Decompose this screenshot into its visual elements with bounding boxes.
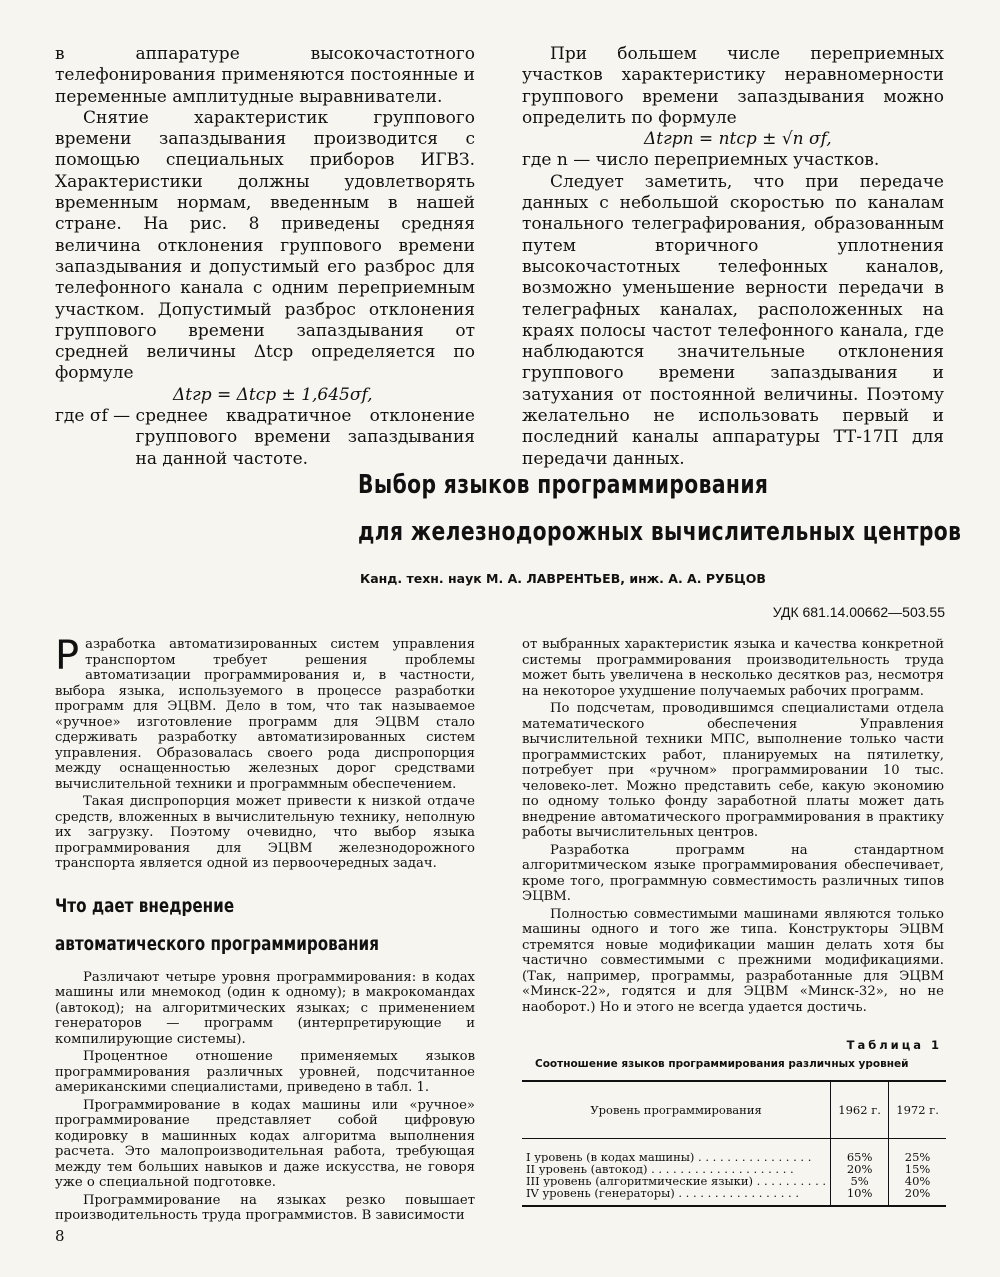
table-cell-1962: 65%: [831, 1139, 889, 1164]
paragraph: Программирование в кодах машины или «ручное» программирование представляет собой цифровую кодировку в машинных кодах алгоритма выполнения расчета. Это малопроизводительная работа, требующая между тем больших навыков и даже искусства, не говоря уже о специальной подготовке.: [55, 1097, 475, 1190]
top-left-column: [55, 44, 475, 470]
table-cell-level: II уровень (автокод) . . . . . . . . . . . . . . . . . . . .: [526, 1163, 794, 1175]
article-title-line-1: Выбор языков программирования: [358, 470, 769, 500]
table-row: [522, 1163, 946, 1175]
formula-explanation-text: среднее квадратичное отклонение группового времени запаздывания на данной частоте.: [135, 406, 475, 469]
table-row: [522, 1139, 946, 1164]
paragraph: Процентное отношение применяемых языков программирования различных уровней, подсчитанное американскими специалистами, приведено в табл. 1.: [55, 1049, 475, 1095]
bottom-right-column: [522, 637, 944, 1015]
section-heading-line-2: автоматического программирования: [55, 932, 379, 955]
paragraph: от выбранных характеристик языка и качества конкретной системы программирования производительность труда может быть увеличена в несколько десятков раз, несмотря на некоторое ухудшение получаемых рабочих программ.: [522, 637, 944, 699]
table-header-cell: 1962 г.: [831, 1081, 889, 1139]
table-cell-level: I уровень (в кодах машины) . . . . . . . . . . . . . . . .: [526, 1150, 812, 1163]
table-header-cell: Уровень программирования: [522, 1081, 831, 1139]
paragraph: Такая диспропорция может привести к низкой отдаче средств, вложенных в вычислительную технику, неполную их загрузку. Поэтому очевидно, что выбор языка программирования для ЭЦВМ железнодорожного транспорта является одной из первоочередных задач.: [55, 794, 475, 871]
formula-explanation-lead: где σf —: [55, 406, 136, 427]
top-right-column: [522, 44, 944, 470]
article-title-line-2: для железнодорожных вычислительных центров: [358, 517, 962, 547]
paragraph: в аппаратуре высокочастотного телефонирования применяются постоянные и переменные амплитудные выравниватели.: [55, 44, 475, 107]
formula-group-delay: Δtгр = Δtср ± 1,645σf,: [173, 384, 373, 405]
paragraph-intro: [55, 633, 475, 792]
section-heading-line-1: Что дает внедрение: [55, 894, 235, 917]
udc-code: УДК 681.14.00662—503.55: [772, 604, 945, 620]
formula-explanation: [55, 406, 475, 470]
table-header-cell: 1972 г.: [889, 1081, 946, 1139]
formula-explanation: где n — число переприемных участков.: [522, 150, 880, 171]
article-authors: Канд. техн. наук М. А. ЛАВРЕНТЬЕВ, инж. А. А. РУБЦОВ: [360, 571, 766, 586]
paragraph: По подсчетам, проводившимся специалистами отдела математического обеспечения Управления вычислительной техники МПС, выполнение только части программистских работ, планируемых на пятилетку, потребует при «ручном» программировании 10 тыс. человеко-лет. Можно представить себе, какую экономию по одному только фонду заработной платы может дать внедрение автоматического программирования в практику работы вычислительных центров.: [522, 701, 944, 840]
table-cell-1962: 10%: [831, 1187, 889, 1206]
programming-levels-table: [522, 1080, 946, 1207]
paragraph: При большем числе переприемных участков характеристику неравномерности группового времени запаздывания можно определить по формуле: [522, 44, 944, 128]
drop-cap: Р: [55, 633, 80, 679]
table-cell-1972: 20%: [889, 1187, 946, 1206]
table-header-row: [522, 1081, 946, 1139]
table-caption: Соотношение языков программирования различных уровней: [535, 1058, 909, 1070]
bottom-left-column: [55, 633, 475, 1224]
table-cell-level: IV уровень (генераторы) . . . . . . . . . . . . . . . . .: [522, 1187, 831, 1206]
paragraph: Следует заметить, что при передаче данных с небольшой скоростью по каналам тонального телеграфирования, образованным путем вторичного уплотнения высокочастотных телефонных каналов, возможно уменьшение верности передачи в телеграфных каналах, расположенных на краях полосы частот телефонного канала, где наблюдаются значительные отклонения группового времени запаздывания и затухания от постоянной величины. Поэтому желательно не использовать первый и последний каналы аппаратуры ТТ-17П для передачи данных.: [522, 171, 944, 469]
formula-multi-section: Δtгрn = ntср ± √n σf,: [644, 129, 832, 150]
paragraph: Полностью совместимыми машинами являются только машины одного и того же типа. Конструкторы ЭЦВМ стремятся новые модификации машин делать хотя бы частично совместимыми с прежними модификациями. (Так, например, программы, разработанные для ЭЦВМ «Минск-22», годятся и для ЭЦВМ «Минск-32», но не наоборот.) Но и этого не всегда удается достичь.: [522, 906, 944, 1015]
page-number: 8: [55, 1227, 65, 1245]
paragraph: Снятие характеристик группового времени запаздывания производится с помощью специальных приборов ИГВЗ. Характеристики должны удовлетворять временным нормам, введенным в нашей стране. На рис. 8 приведены средняя величина отклонения группового времени запаздывания и допустимый его разброс для телефонного канала с одним переприемным участком. Допустимый разброс отклонения группового времени запаздывания от средней величины Δtср определяется по формуле: [55, 107, 475, 384]
paragraph: Разработка программ на стандартном алгоритмическом языке программирования обеспечивает, кроме того, программную совместимость различных типов ЭЦВМ.: [522, 842, 944, 904]
table-cell-1972: 40%: [889, 1175, 946, 1187]
intro-text: азработка автоматизированных систем управления транспортом требует решения проблемы автоматизации программирования и, в частности, выбора языка, используемого в процессе разработки программ для ЭЦВМ. Дело в том, что так называемое «ручное» изготовление программ для ЭЦВМ стало сдерживать разработку автоматизированных систем управления. Образовалась своего рода диспропорция между оснащенностью железных дорог средствами вычислительной техники и программным обеспечением.: [55, 637, 475, 792]
paragraph: Программирование на языках резко повышает производительность труда программистов. В зависимости: [55, 1192, 475, 1223]
table-cell-1972: 15%: [889, 1163, 946, 1175]
table-label: Таблица 1: [846, 1038, 942, 1052]
table-cell-1962: 20%: [831, 1163, 889, 1175]
table-cell-1962: 5%: [831, 1175, 889, 1187]
table-cell-1972: 25%: [889, 1139, 946, 1164]
table-row: [522, 1175, 946, 1187]
paragraph: Различают четыре уровня программирования: в кодах машины или мнемокод (один к одному); в макрокомандах (автокод); на алгоритмических языках; с применением генераторов — программ (интерпретирующие и компилирующие системы).: [55, 969, 475, 1047]
table-row: [522, 1187, 946, 1206]
table-cell-level: III уровень (алгоритмические языки) . . . . . . . . . .: [526, 1175, 827, 1187]
